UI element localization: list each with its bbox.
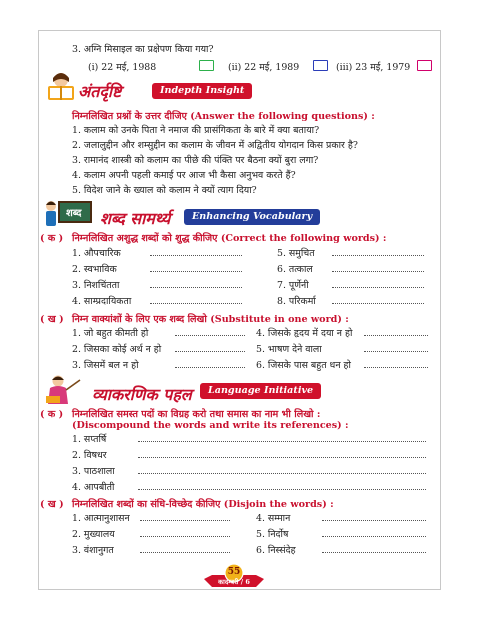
answer-line[interactable]	[332, 287, 424, 288]
answer-line[interactable]	[150, 255, 242, 256]
grammar-part-a-label: ( क )	[40, 409, 64, 420]
answer-line[interactable]	[364, 351, 428, 352]
vocab-part-b-instruction: निम्न वाक्यांशों के लिए एक शब्द लिखो (Substitute in one word) :	[72, 314, 349, 325]
mcq-option-3: (iii) 23 मई, 1979	[336, 62, 411, 73]
sandhi-word-1: 1. आत्मानुशासन	[72, 513, 130, 524]
indepth-english-title: Indepth Insight	[152, 83, 252, 99]
correct-word-8: 8. परिकर्मा	[277, 296, 316, 307]
answer-line[interactable]	[322, 552, 426, 553]
compound-word-3: 3. पाठशाला	[72, 466, 115, 477]
correct-word-4: 4. साम्प्रदायिकता	[72, 296, 132, 307]
vocab-english-title: Enhancing Vocabulary	[184, 209, 320, 225]
one-word-phrase-6: 6. जिसके पास बहुत धन हो	[256, 360, 351, 371]
answer-line[interactable]	[140, 552, 230, 553]
grammar-part-b-label: ( ख )	[40, 499, 64, 510]
correct-word-2: 2. स्वभाविक	[72, 264, 117, 275]
indepth-question-3: 3. रामानंद शास्त्री को कलाम का पीछे की पंक्ति पर बैठना क्यों बुरा लगा?	[72, 155, 319, 166]
sandhi-word-2: 2. मुख्यालय	[72, 529, 115, 540]
answer-line[interactable]	[322, 520, 426, 521]
vocab-part-a-instruction: निम्नलिखित अशुद्ध शब्दों को शुद्ध कीजिए (Correct the following words) :	[72, 233, 387, 244]
answer-line[interactable]	[364, 367, 428, 368]
sandhi-word-3: 3. वंशानुगत	[72, 545, 114, 556]
indepth-question-5: 5. विदेश जाने के ख्याल को कलाम ने क्यों त्याग दिया?	[72, 185, 257, 196]
answer-line[interactable]	[140, 520, 230, 521]
correct-word-5: 5. समुचित	[277, 248, 315, 259]
grammar-part-a-english: (Discompound the words and write its references) :	[72, 420, 349, 431]
one-word-phrase-2: 2. जिसका कोई अर्थ न हो	[72, 344, 162, 355]
sandhi-word-5: 5. निर्दोष	[256, 529, 289, 540]
answer-line[interactable]	[140, 536, 230, 537]
answer-line[interactable]	[150, 271, 242, 272]
sandhi-word-4: 4. सम्मान	[256, 513, 291, 524]
grammar-hindi-title: व्याकरणिक पहल	[92, 385, 192, 404]
correct-word-6: 6. तत्काल	[277, 264, 313, 275]
answer-line[interactable]	[332, 271, 424, 272]
grammar-part-b-instruction: निम्नलिखित शब्दों का संधि-विच्छेद कीजिए (Disjoin the words) :	[72, 499, 334, 510]
vocab-part-a-label: ( क )	[40, 233, 64, 244]
answer-line[interactable]	[332, 255, 424, 256]
indepth-question-1: 1. कलाम को उनके पिता ने नमाज की प्रासंगिकता के बारे में क्या बताया?	[72, 125, 320, 136]
grammar-english-title: Language Initiative	[200, 383, 321, 399]
answer-line[interactable]	[332, 303, 424, 304]
reading-girl-icon	[44, 70, 78, 104]
sandhi-word-6: 6. निस्संदेह	[256, 545, 296, 556]
indepth-instruction: निम्नलिखित प्रश्नों के उत्तर दीजिए (Answer the following questions) :	[72, 111, 375, 122]
mcq-option-1-checkbox[interactable]	[199, 60, 214, 71]
page-number-badge	[202, 563, 266, 589]
mcq-question: 3. अग्नि मिसाइल का प्रक्षेपण किया गया?	[72, 44, 214, 55]
answer-line[interactable]	[175, 335, 245, 336]
one-word-phrase-5: 5. भाषण देने वाला	[256, 344, 322, 355]
indepth-question-4: 4. कलाम अपनी पहली कमाई पर आज भी कैसा अनुभव करते हैं?	[72, 170, 296, 181]
mcq-option-1: (i) 22 मई, 1988	[88, 62, 157, 73]
teacher-pointing-icon	[44, 374, 84, 404]
teacher-board-icon	[42, 198, 94, 228]
correct-word-1: 1. औपचारिक	[72, 248, 121, 259]
mcq-option-2: (ii) 22 मई, 1989	[228, 62, 300, 73]
one-word-phrase-3: 3. जिसमें बल न हो	[72, 360, 139, 371]
book-name: कादम्बरी / 6	[218, 578, 250, 586]
one-word-phrase-4: 4. जिसके हृदय में दया न हो	[256, 328, 353, 339]
compound-word-1: 1. सप्तर्षि	[72, 434, 107, 445]
answer-line[interactable]	[138, 441, 426, 442]
page-number: 55	[227, 567, 241, 577]
answer-line[interactable]	[138, 489, 426, 490]
correct-word-3: 3. निशचिंतता	[72, 280, 120, 291]
mcq-option-3-checkbox[interactable]	[417, 60, 432, 71]
answer-line[interactable]	[175, 367, 245, 368]
answer-line[interactable]	[364, 335, 428, 336]
indepth-hindi-title: अंतर्दृष्टि	[78, 82, 122, 101]
compound-word-2: 2. विषधर	[72, 450, 107, 461]
vocab-hindi-title: शब्द सामर्थ्य	[100, 209, 171, 228]
answer-line[interactable]	[150, 287, 242, 288]
board-text: शब्द	[66, 208, 82, 219]
one-word-phrase-1: 1. जो बहुत कीमती हो	[72, 328, 149, 339]
mcq-option-2-checkbox[interactable]	[313, 60, 328, 71]
answer-line[interactable]	[175, 351, 245, 352]
answer-line[interactable]	[138, 457, 426, 458]
compound-word-4: 4. आपबीती	[72, 482, 115, 493]
answer-line[interactable]	[322, 536, 426, 537]
answer-line[interactable]	[138, 473, 426, 474]
correct-word-7: 7. पूर्णेनी	[277, 280, 309, 291]
answer-line[interactable]	[150, 303, 242, 304]
indepth-question-2: 2. जलालुद्दीन और शम्सुद्दीन का कलाम के जीवन में अद्वितीय योगदान किस प्रकार है?	[72, 140, 358, 151]
vocab-part-b-label: ( ख )	[40, 314, 64, 325]
grammar-part-a-instruction: निम्नलिखित समस्त पदों का विग्रह करो तथा समास का नाम भी लिखो :	[72, 409, 321, 420]
